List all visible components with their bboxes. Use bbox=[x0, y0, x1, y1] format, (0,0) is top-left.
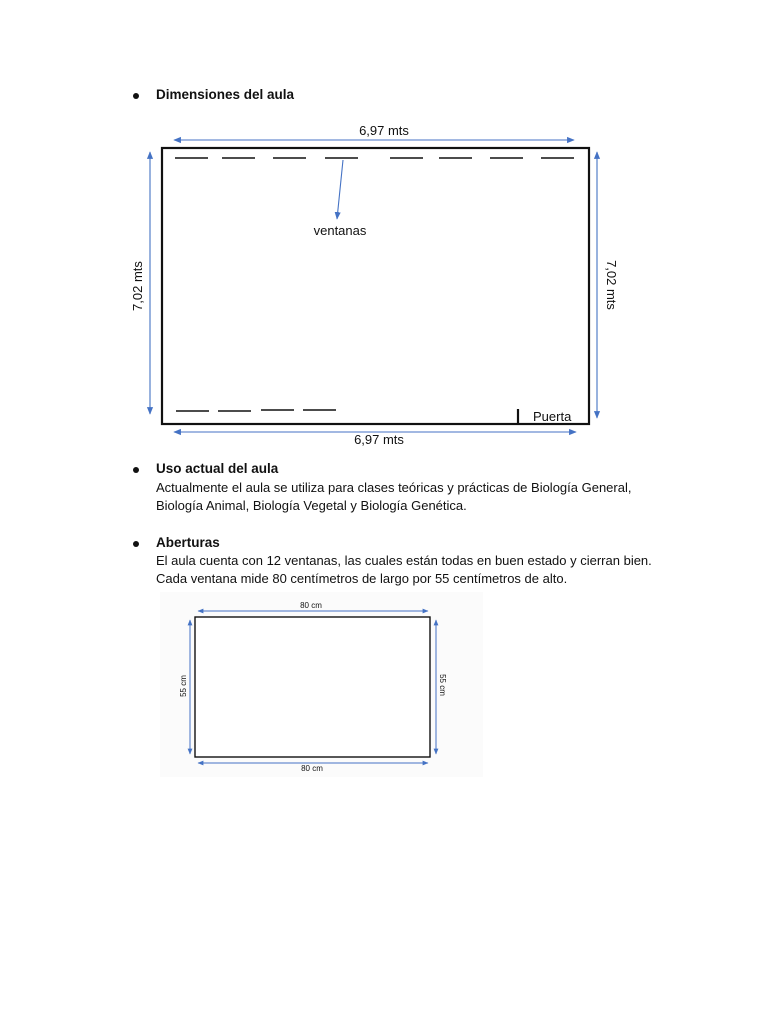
door-label: Puerta bbox=[533, 409, 572, 424]
section-heading-dimensiones: Dimensiones del aula bbox=[156, 87, 295, 102]
right-height-label: 7,02 mts bbox=[604, 260, 619, 310]
left-height-label: 7,02 mts bbox=[130, 261, 145, 311]
aberturas-line-1: El aula cuenta con 12 ventanas, las cuales están todas en buen estado y cierran bien. bbox=[156, 553, 652, 568]
top-width-label: 6,97 mts bbox=[359, 123, 409, 138]
section-heading-aberturas: Aberturas bbox=[156, 535, 220, 550]
bottom-width-label: 6,97 mts bbox=[354, 432, 404, 447]
aberturas-line-2: Cada ventana mide 80 centímetros de largo por 55 centímetros de alto. bbox=[156, 571, 568, 586]
uso-line-1: Actualmente el aula se utiliza para clases teóricas y prácticas de Biología General, bbox=[156, 480, 632, 495]
window-top-width-label: 80 cm bbox=[300, 601, 322, 610]
section-heading-uso: Uso actual del aula bbox=[156, 461, 279, 476]
uso-line-2: Biología Animal, Biología Vegetal y Biología Genética. bbox=[156, 498, 467, 513]
windows-label: ventanas bbox=[313, 223, 367, 238]
window-right-height-label: 55 cm bbox=[438, 674, 447, 696]
window-left-height-label: 55 cm bbox=[179, 675, 188, 697]
window-outline bbox=[195, 617, 430, 757]
window-bottom-width-label: 80 cm bbox=[301, 764, 323, 773]
